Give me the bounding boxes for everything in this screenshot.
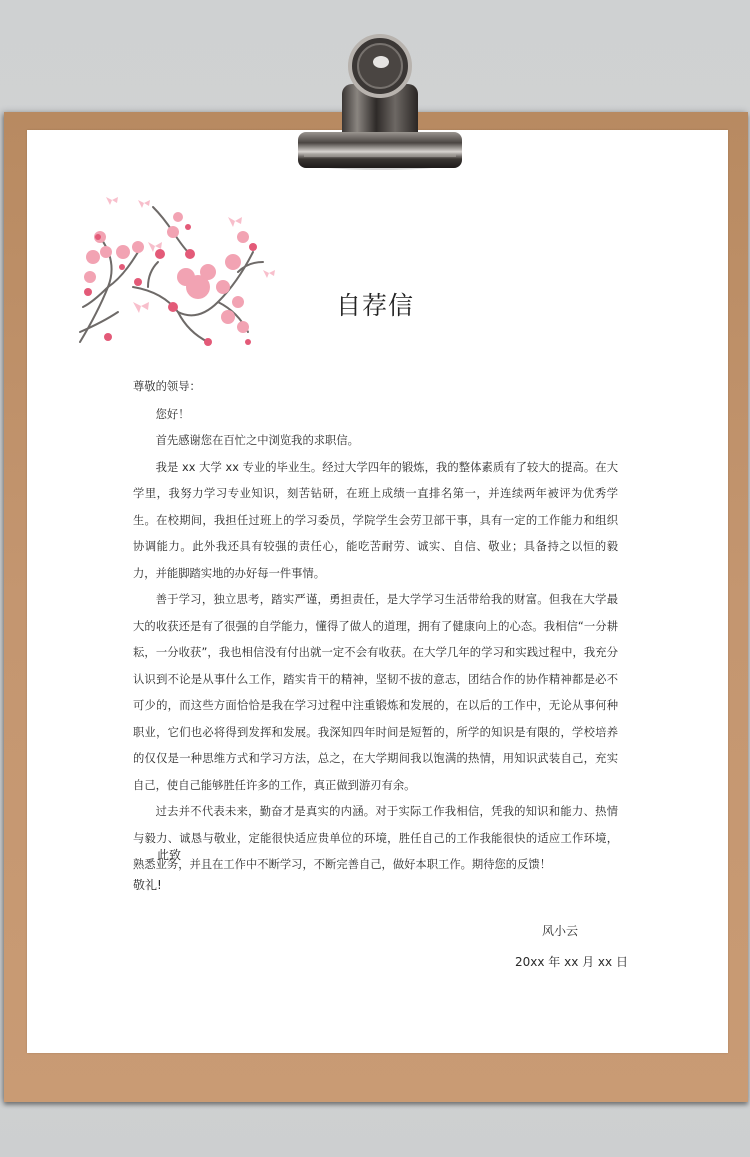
page-title: 自荐信 [335, 291, 414, 320]
cherry-blossom-branch-icon [78, 192, 278, 357]
closing-line-2: 敬礼! [133, 878, 162, 892]
paragraph-intro: 首先感谢您在百忙之中浏览我的求职信。 [155, 434, 359, 447]
greeting: 您好！ [155, 407, 190, 421]
paragraph-background: 我是 xx 大学 xx 专业的毕业生。经过大学四年的锻炼，我的整体素质有了较大的提高。在大学里，我努力学习专业知识，刻苦钻研，在班上成绩一直排名第一，并连续两年被评为优秀学生。在校期间，我担任过班上的学习委员，学院学生会劳卫部干事，具有一定的工作能力和组织协调能力。此外我还具有较强的责任心，能吃苦耐劳、诚实、自信、敬业；具备持之以恒的毅力，并能脚踏实地的办好每一件事情。 [133, 460, 618, 580]
binder-clip-icon [290, 24, 470, 174]
paragraph-conclusion: 过去并不代表未来，勤奋才是真实的内涵。对于实际工作我相信，凭我的知识和能力、热情与毅力、诚恳与敬业，定能很快适应贵单位的环境，胜任自己的工作我能很快的适应工作环境，熟悉业务，并且在工作中不断学习，不断完善自己，做好本职工作。期待您的反馈！ [133, 805, 618, 871]
letter-body [133, 374, 618, 879]
paragraph-strengths: 善于学习，独立思考，踏实严谨，勇担责任，是大学学习生活带给我的财富。但我在大学最大的收获还是有了很强的自学能力，懂得了做人的道理，拥有了健康向上的心态。我相信“一分耕耘，一分收获”，我也相信没有付出就一定不会有收获。在大学几年的学习和实践过程中，我充分认识到不论是从事什么工作，踏实肯干的精神，坚韧不拔的意志，团结合作的协作精神都是必不可少的，而这些方面恰恰是我在学习过程中注重锻炼和发展的，在以后的工作中，无论从事何种职业，它们也必将得到发挥和发展。我深知四年时间是短暂的，所学的知识是有限的，学校培养的仅仅是一种思维方式和学习方法，总之，在大学期间我以饱满的热情，用知识武装自己，充实自己，使自己能够胜任许多的工作，真正做到游刃有余。 [133, 593, 618, 792]
signature-name: 风小云 [542, 924, 579, 938]
salutation: 尊敬的领导： [133, 380, 201, 393]
signature-date: 20xx 年 xx 月 xx 日 [515, 955, 628, 969]
closing-line-1: 此致 [157, 848, 182, 862]
